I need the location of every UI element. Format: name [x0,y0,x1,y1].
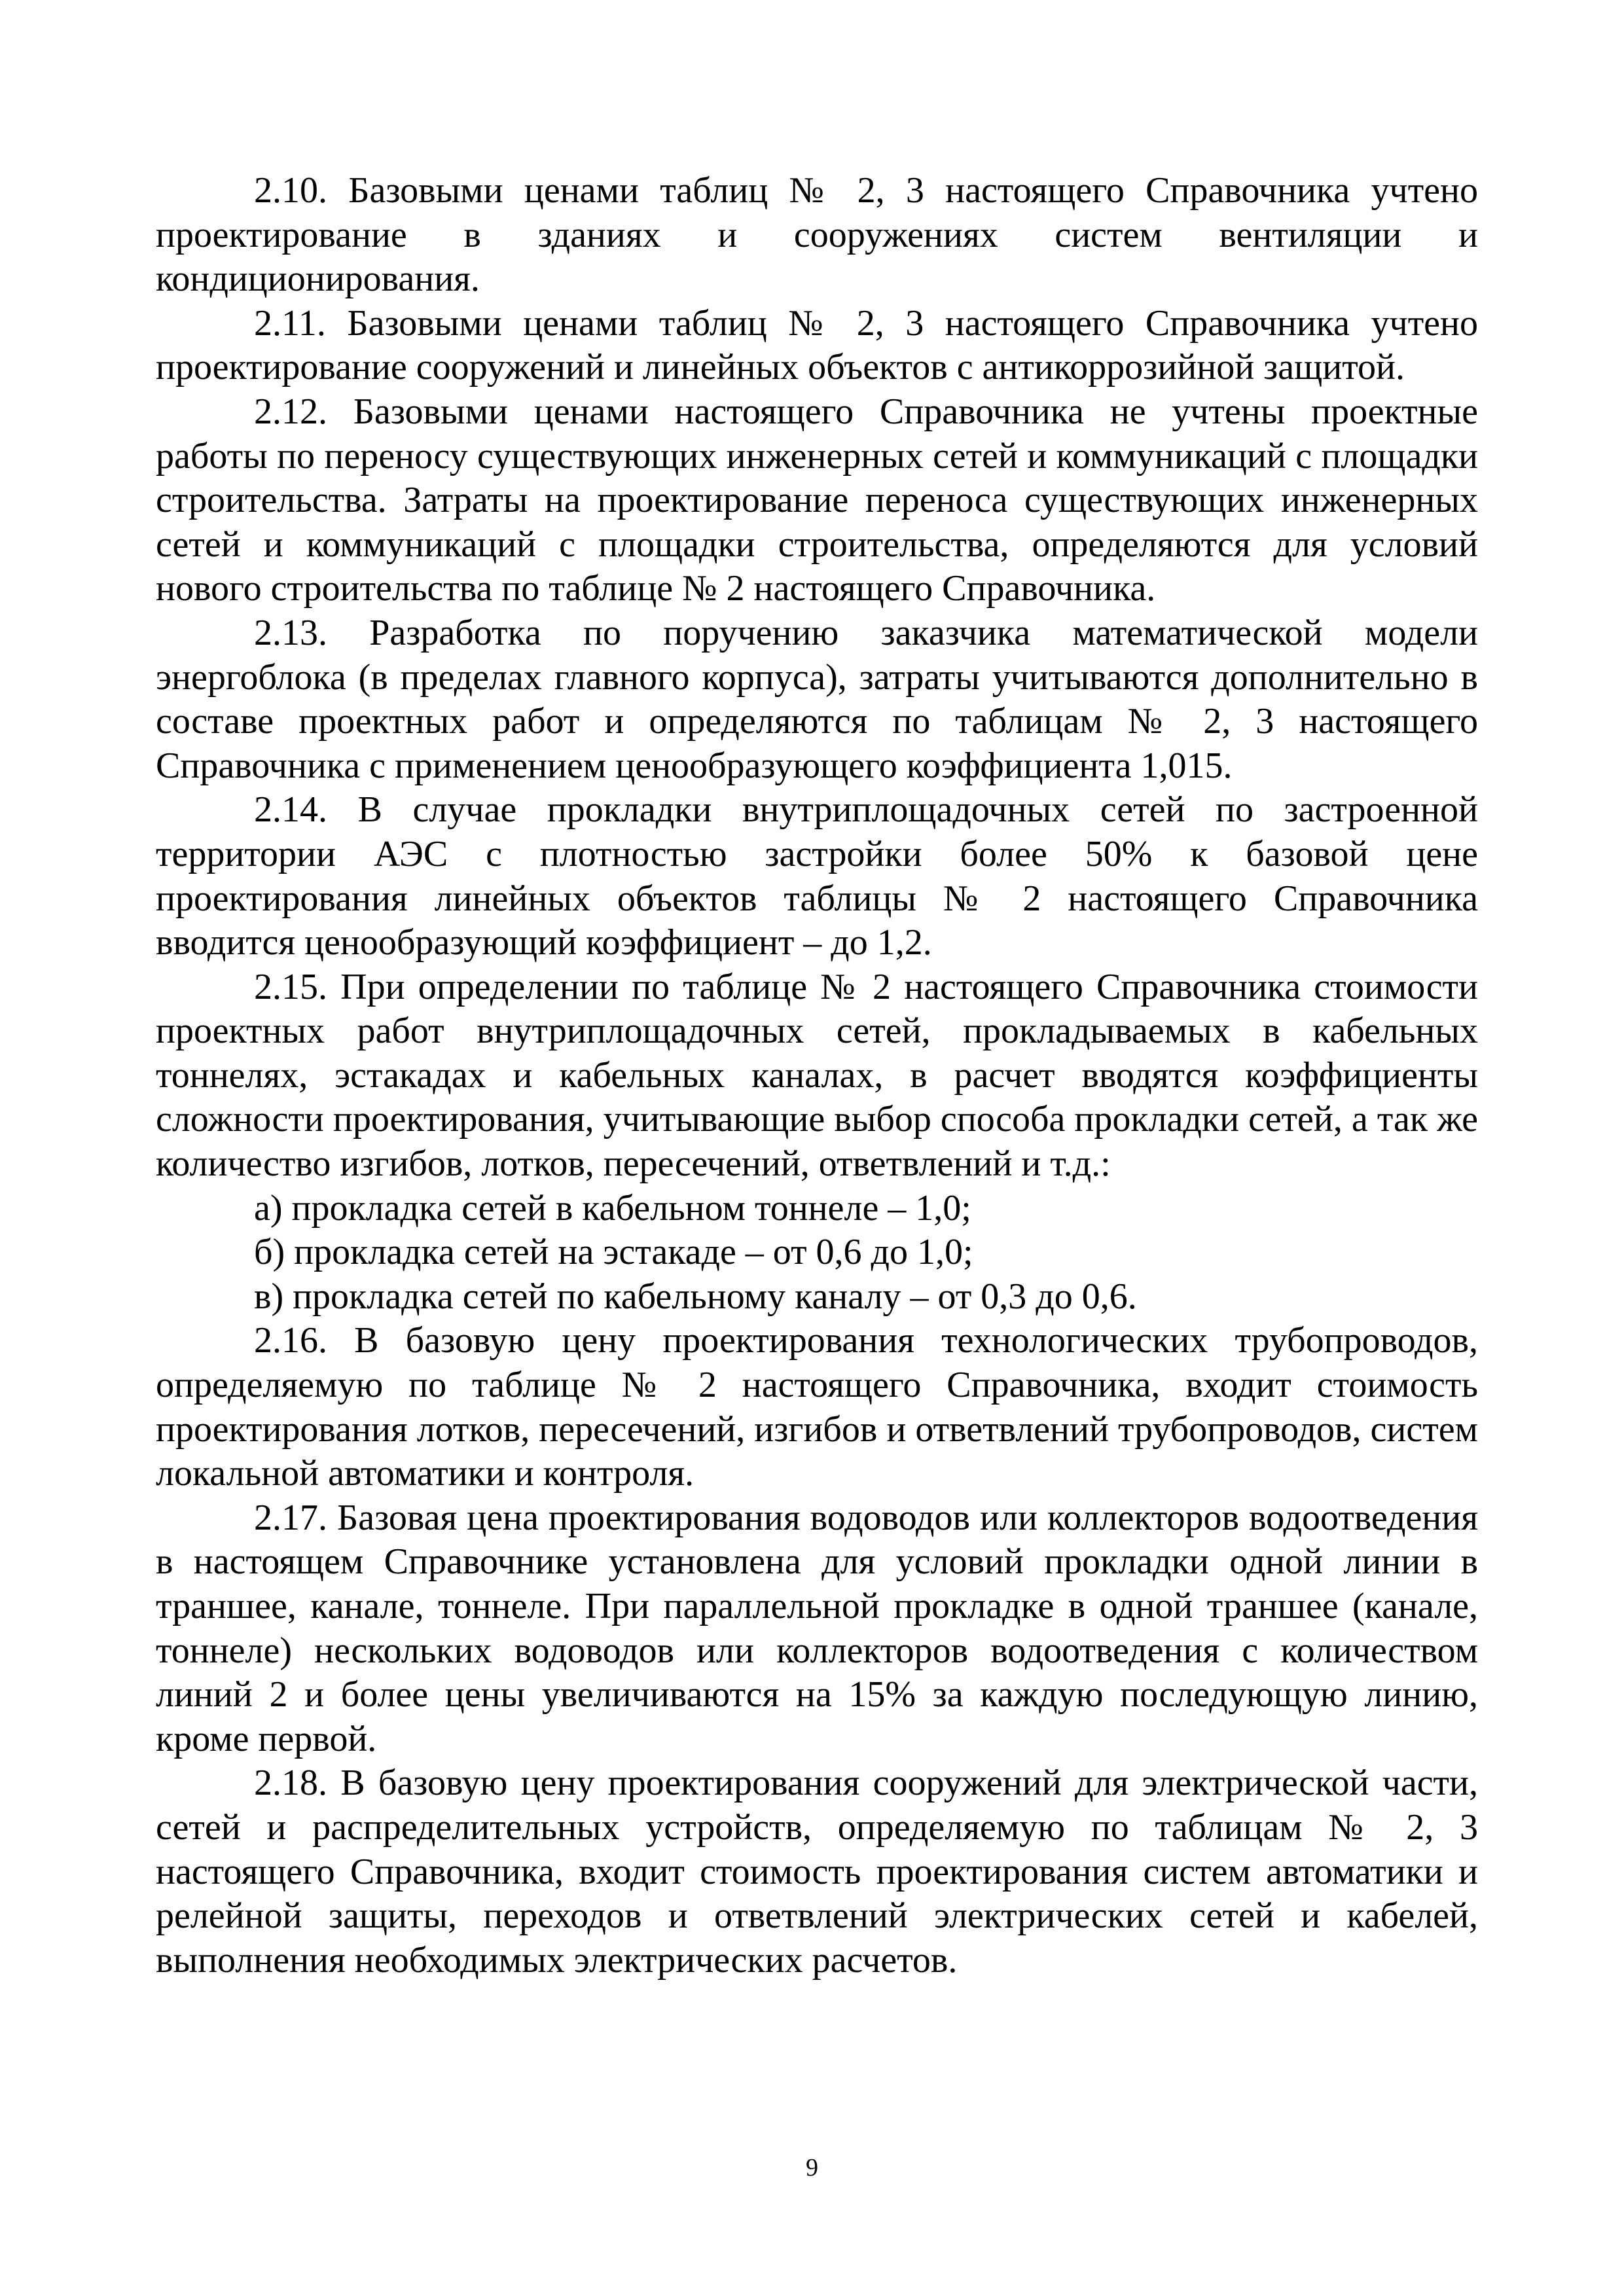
document-page [156,169,1478,1982]
list-item-c: в) прокладка сетей по кабельному каналу – от 0,3 до 0,6. [254,1276,1137,1317]
page-number: 9 [806,2154,818,2181]
list-item-a: а) прокладка сетей в кабельном тоннеле – 1,0; [254,1187,971,1229]
paragraph-2-16: 2.16. В базовую цену проектирования технологических трубопроводов, определяемую по таблице № 2 настоящего Справочника, входит стоимость проектирования лотков, пересечений, изгибов и ответвлений трубопроводов, систем локальной автоматики и контроля. [156,1320,1478,1494]
paragraph-2-15: 2.15. При определении по таблице № 2 настоящего Справочника стоимости проектных работ внутриплощадочных сетей, прокладываемых в кабельных тоннелях, эстакадах и кабельных каналах, в расчет вводятся коэффициенты сложности проектирования, учитывающие выбор способа прокладки сетей, а так же количество изгибов, лотков, пересечений, ответвлений и т.д.: [156,966,1478,1185]
paragraph-2-17: 2.17. Базовая цена проектирования водоводов или коллекторов водоотведения в настоящем Справочнике установлена для условий прокладки одной линии в траншее, канале, тоннеле. При параллельной прокладке в одной траншее (канале, тоннеле) нескольких водоводов или коллекторов водоотведения с количеством линий 2 и более цены увеличиваются на 15% за каждую последующую линию, кроме первой. [156,1497,1478,1759]
paragraph-2-13: 2.13. Разработка по поручению заказчика математической модели энергоблока (в пределах главного корпуса), затраты учитываются дополнительно в составе проектных работ и определяются по таблицам № 2, 3 настоящего Справочника с применением ценообразующего коэффициента 1,015. [156,612,1478,786]
list-item-b: б) прокладка сетей на эстакаде – от 0,6 до 1,0; [254,1232,973,1273]
paragraph-2-10: 2.10. Базовыми ценами таблиц № 2, 3 настоящего Справочника учтено проектирование в зданиях и сооружениях систем вентиляции и кондиционирования. [156,170,1478,300]
paragraph-2-11: 2.11. Базовыми ценами таблиц № 2, 3 настоящего Справочника учтено проектирование сооружений и линейных объектов с антикоррозийной защитой. [156,302,1478,388]
paragraph-2-12: 2.12. Базовыми ценами настоящего Справочника не учтены проектные работы по переносу существующих инженерных сетей и коммуникаций с площадки строительства. Затраты на проектирование переноса существующих инженерных сетей и коммуникаций с площадки строительства, определяются для условий нового строительства по таблице № 2 настоящего Справочника. [156,391,1478,609]
paragraph-2-18: 2.18. В базовую цену проектирования сооружений для электрической части, сетей и распределительных устройств, определяемую по таблицам № 2, 3 настоящего Справочника, входит стоимость проектирования систем автоматики и релейной защиты, переходов и ответвлений электрических сетей и кабелей, выполнения необходимых электрических расчетов. [156,1763,1478,1981]
paragraph-2-14: 2.14. В случае прокладки внутриплощадочных сетей по застроенной территории АЭС с плотностью застройки более 50% к базовой цене проектирования линейных объектов таблицы № 2 настоящего Справочника вводится ценообразующий коэффициент – до 1,2. [156,789,1478,963]
